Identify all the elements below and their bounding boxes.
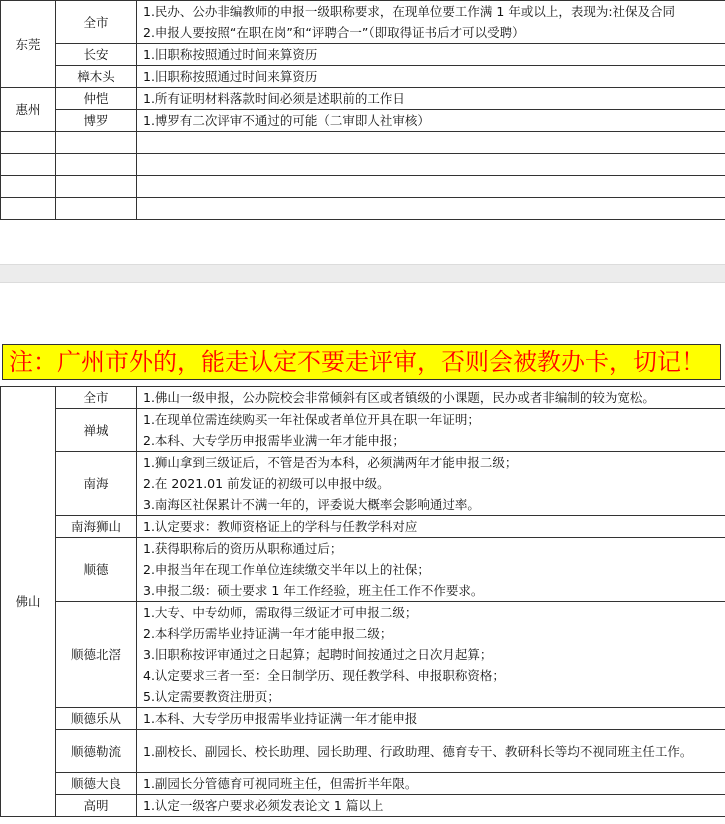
content-line: 1.获得职称后的资历从职称通过后； [143, 541, 343, 556]
content-line: 3.旧职称按评审通过之日起算；起聘时间按通过之日次月起算； [143, 647, 493, 662]
content-line: 1.旧职称按照通过时间来算资历 [143, 69, 318, 84]
empty-cell [137, 198, 725, 220]
content-cell [137, 708, 725, 730]
page-separator [0, 264, 725, 283]
content-cell [137, 387, 725, 409]
content-line: 1.民办、公办非编教师的申报一级职称要求，在现单位要工作满 1 年或以上，表现为:社保及合同 [143, 4, 676, 19]
empty-row [1, 132, 725, 154]
content-line: 1.狮山拿到三级证后，不管是否为本科，必须满两年才能申报二级； [143, 455, 518, 470]
content-cell [137, 538, 725, 602]
empty-cell [1, 198, 56, 220]
area-cell: 高明 [56, 795, 137, 817]
area-cell: 南海 [56, 452, 137, 516]
table-row [1, 452, 725, 516]
table-row [1, 538, 725, 602]
content-cell [137, 516, 725, 538]
content-line: 1.副园长分管德育可视同班主任，但需折半年限。 [143, 776, 418, 791]
table-row [1, 708, 725, 730]
area-cell: 长安 [56, 44, 137, 66]
content-cell [137, 66, 725, 88]
empty-row [1, 176, 725, 198]
content-line: 1.本科、大专学历申报需毕业持证满一年才能申报 [143, 711, 418, 726]
content-cell [137, 44, 725, 66]
empty-cell [1, 176, 56, 198]
foshan-policy-table [0, 386, 725, 817]
top-policy-table [0, 0, 725, 220]
empty-cell [56, 198, 137, 220]
area-cell: 顺德乐从 [56, 708, 137, 730]
area-cell: 仲恺 [56, 88, 137, 110]
city-cell: 东莞 [1, 1, 56, 88]
empty-cell [137, 176, 725, 198]
content-cell [137, 409, 725, 452]
empty-cell [56, 132, 137, 154]
content-cell [137, 88, 725, 110]
content-line: 2.在 2021.01 前发证的初级可以申报中级。 [143, 476, 390, 491]
empty-cell [1, 132, 56, 154]
empty-row [1, 198, 725, 220]
content-cell [137, 110, 725, 132]
table-row [1, 730, 725, 773]
empty-cell [56, 176, 137, 198]
area-cell: 顺德北滘 [56, 602, 137, 708]
content-line: 2.申报当年在现工作单位连续缴交半年以上的社保； [143, 562, 430, 577]
content-cell [137, 602, 725, 708]
table-row [1, 44, 725, 66]
content-line: 1.认定要求：教师资格证上的学科与任教学科对应 [143, 519, 418, 534]
table-row [1, 88, 725, 110]
city-cell: 佛山 [1, 387, 56, 817]
area-cell: 顺德大良 [56, 773, 137, 795]
content-cell [137, 1, 725, 44]
table-row [1, 795, 725, 817]
empty-cell [56, 154, 137, 176]
table-row [1, 1, 725, 44]
empty-cell [137, 154, 725, 176]
content-cell [137, 773, 725, 795]
table-row [1, 110, 725, 132]
content-line: 1.所有证明材料落款时间必须是述职前的工作日 [143, 91, 405, 106]
table-row [1, 66, 725, 88]
area-cell: 博罗 [56, 110, 137, 132]
content-cell [137, 452, 725, 516]
table-row [1, 516, 725, 538]
area-cell: 樟木头 [56, 66, 137, 88]
content-line: 2.申报人要按照“在职在岗”和“评聘合一”（即取得证书后才可以受聘） [143, 25, 525, 40]
content-line: 3.南海区社保累计不满一年的，评委说大概率会影响通过率。 [143, 497, 480, 512]
area-cell: 全市 [56, 387, 137, 409]
table-row [1, 602, 725, 708]
empty-cell [137, 132, 725, 154]
area-cell: 顺德 [56, 538, 137, 602]
content-line: 4.认定要求三者一至：全日制学历、现任教学科、申报职称资格； [143, 668, 505, 683]
content-line: 5.认定需要教资注册页； [143, 689, 280, 704]
table-row [1, 387, 725, 409]
content-line: 3.申报二级：硕士要求 1 年工作经验，班主任工作不作要求。 [143, 583, 484, 598]
area-cell: 禅城 [56, 409, 137, 452]
content-line: 1.博罗有二次评审不通过的可能（二审即人社审核） [143, 113, 430, 128]
content-cell [137, 795, 725, 817]
content-line: 1.佛山一级申报，公办院校会非常倾斜有区或者镇级的小课题，民办或者非编制的较为宽松。 [143, 390, 655, 405]
content-line: 2.本科、大专学历申报需毕业满一年才能申报； [143, 433, 405, 448]
content-line: 2.本科学历需毕业持证满一年才能申报二级； [143, 626, 393, 641]
empty-cell [1, 154, 56, 176]
area-cell: 顺德勒流 [56, 730, 137, 773]
notice-banner: 注：广州市外的，能走认定不要走评审，否则会被教办卡，切记！ [2, 344, 721, 380]
empty-row [1, 154, 725, 176]
content-line: 1.副校长、副园长、校长助理、园长助理、行政助理、德育专干、教研科长等均不视同班主任工作。 [143, 743, 693, 759]
table-row [1, 773, 725, 795]
content-line: 1.旧职称按照通过时间来算资历 [143, 47, 318, 62]
area-cell: 全市 [56, 1, 137, 44]
content-cell [137, 730, 725, 773]
content-line: 1.大专、中专幼师，需取得三级证才可申报二级； [143, 605, 418, 620]
city-cell: 惠州 [1, 88, 56, 132]
table-row [1, 409, 725, 452]
area-cell: 南海狮山 [56, 516, 137, 538]
content-line: 1.认定一级客户要求必须发表论文 1 篇以上 [143, 798, 384, 813]
content-line: 1.在现单位需连续购买一年社保或者单位开具在职一年证明； [143, 412, 480, 427]
